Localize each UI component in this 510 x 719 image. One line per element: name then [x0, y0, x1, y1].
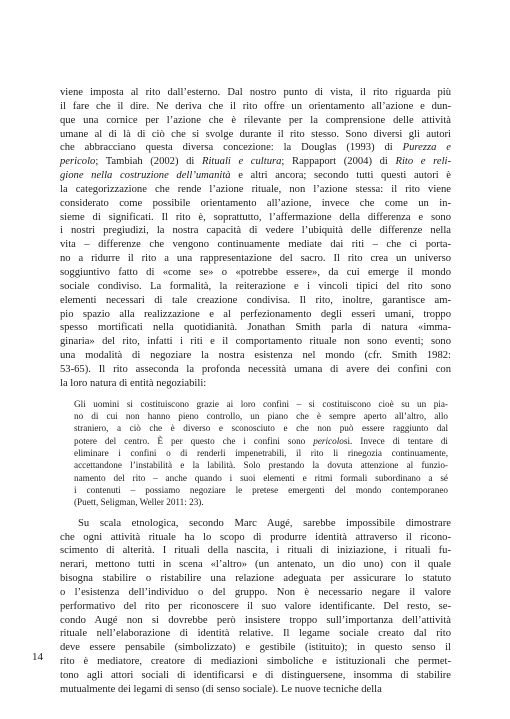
paragraph1-line: soggiuntivo fatto di «come se» o «potrebbe essere», da cui emerge il mondo: [60, 266, 451, 278]
paragraph2-line: deve essere pensabile (simbolizzato) e gestibile (istituito); in questo senso il: [60, 642, 451, 654]
paragraph1-line: la loro natura di entità negoziabili:: [60, 377, 207, 389]
block-quote: [74, 398, 448, 509]
paragraph1-line: sociale condiviso. La formalità, la reiterazione e i vincoli tipici del rito sono: [60, 280, 451, 292]
paragraph2-line: scimento di alterità. I rituali della nascita, i rituali di iniziazione, i rituali fu-: [60, 545, 451, 557]
paragraph2-line: rituale nell’elaborazione di identità relative. Il legame sociale creato dal rito: [60, 628, 451, 640]
paragraph1-line: il fare che il dire. Ne deriva che il rito offre un orientamento all’azione e dun-: [60, 100, 451, 112]
paragraph1-line: umane al di là di ciò che si svolge durante il rito stesso. Sono diversi gli autori: [60, 128, 451, 140]
paragraph1-line: ginaria» del rito, infatti i riti e il comportamento rituale non sono eventi; sono: [60, 336, 451, 348]
paragraph1-line: considerato come possibile orientamento all’azione, invece che come un in-: [60, 197, 451, 209]
quote-line: eliminare i confini o di renderli impenetrabili, il rito li rinegozia continuamente,: [74, 447, 448, 458]
paragraph1-line: vita – differenze che vengono continuamente mediate dai riti – che ci porta-: [60, 239, 451, 251]
paragraph2-line: performativo del rito per riconoscere il suo valore identificante. Del resto, se-: [60, 600, 451, 612]
quote-line: accettandone l’instabilità e la labilità. Solo prestando la dovuta attenzione al funzio-: [74, 460, 448, 471]
paragraph2-line: o l’esistenza dell’individuo o del gruppo. Non è necessario negare il valore: [60, 586, 451, 598]
paragraph2-line: condo Augé non si dovrebbe però insistere troppo sull’importanza dell’attività: [60, 614, 451, 626]
paragraph1-line: i nostri pregiudizi, la nostra capacità di vedere l’ubiquità delle differenze nella: [60, 225, 451, 237]
page-body: [60, 86, 451, 697]
paragraph-2: [60, 517, 451, 697]
paragraph1-line: una modalità di negoziare la nostra esistenza nel mondo (cfr. Smith 1982:: [60, 350, 451, 362]
quote-line: namento del rito – anche quando i suoi elementi e ritmi formali subordinano a sé: [74, 472, 448, 483]
quote-line: straniero, a ciò che è diverso e sconosciuto e che non può essere raggiunto dal: [74, 423, 448, 434]
paragraph1-line: no a ridurre il rito a una rappresentazione del sacro. Il rito crea un universo: [60, 253, 451, 265]
paragraph1-line: elementi necessari di tale creazione condivisa. Il rito, inoltre, garantisce am-: [60, 294, 451, 306]
quote-line: Gli uomini si costituiscono grazie ai loro confini – si costituiscono cioè su un pia-: [74, 398, 448, 409]
quote-line: potere del centro. È per questo che i confini sono pericolosi. Invece di tentare di: [74, 435, 448, 446]
paragraph2-line: rito è mediatore, creatore di mediazioni simboliche e istituzionali che permet-: [60, 656, 451, 668]
paragraph-1: [60, 86, 451, 391]
paragraph2-line: Su scala etnologica, secondo Marc Augé, sarebbe impossibile dimostrare: [78, 517, 451, 529]
paragraph2-line: che ogni attività rituale ha lo scopo di produrre identità attraverso il ricono-: [60, 531, 451, 543]
paragraph2-line: mutualmente dei legami di senso (di senso sociale). Le nuove tecniche della: [60, 683, 382, 695]
quote-line: no di cui non hanno pieno controllo, un piano che è sempre aperto all’altro, allo: [74, 410, 448, 421]
paragraph1-line: sieme di significati. Il rito è, soprattutto, l’affermazione della differenza e sono: [60, 211, 451, 223]
paragraph2-line: bisogna stabilire o ristabilire una relazione adeguata per assicurare lo statuto: [60, 573, 451, 585]
paragraph1-line: la categorizzazione che rende l’azione rituale, non l’azione stessa: il rito viene: [60, 183, 451, 195]
paragraph2-line: nerari, mettono tutti in scena «l’altro» (un antenato, un dio uno) con il quale: [60, 559, 451, 571]
paragraph1-line: che abbracciano questa diversa concezione: la Douglas (1993) di Purezza e: [60, 142, 451, 154]
paragraph1-line: pericolo; Tambiah (2002) di Rituali e cultura; Rappaport (2004) di Rito e reli-: [60, 156, 451, 168]
paragraph1-line: pio spazio alla realizzazione e al perfezionamento degli esseri umani, troppo: [60, 308, 451, 320]
paragraph1-line: viene imposta al rito dall’esterno. Dal nostro punto di vista, il rito riguarda più: [60, 87, 451, 98]
paragraph2-line: tono agli attori sociali di identificarsi e di distinguersene, insomma di stabilire: [60, 669, 451, 681]
page-number: 14: [32, 651, 43, 663]
paragraph1-line: que una cornice per l’azione che è rilevante per la comprensione delle attività: [60, 114, 451, 126]
paragraph1-line: spesso mortificati nella quotidianità. Jonathan Smith parla di natura «imma-: [60, 322, 451, 334]
paragraph1-line: 53-65). Il rito asseconda la profonda necessità umana di avere dei confini con: [60, 363, 451, 375]
quote-line: (Puett, Seligman, Weller 2011: 23).: [74, 497, 204, 508]
quote-line: i contenuti – possiamo negoziare le pretese emergenti del mondo contemporaneo: [74, 484, 448, 495]
paragraph1-line: gione nella costruzione dell’umanità e altri ancora; secondo tutti questi autori è: [60, 170, 451, 182]
